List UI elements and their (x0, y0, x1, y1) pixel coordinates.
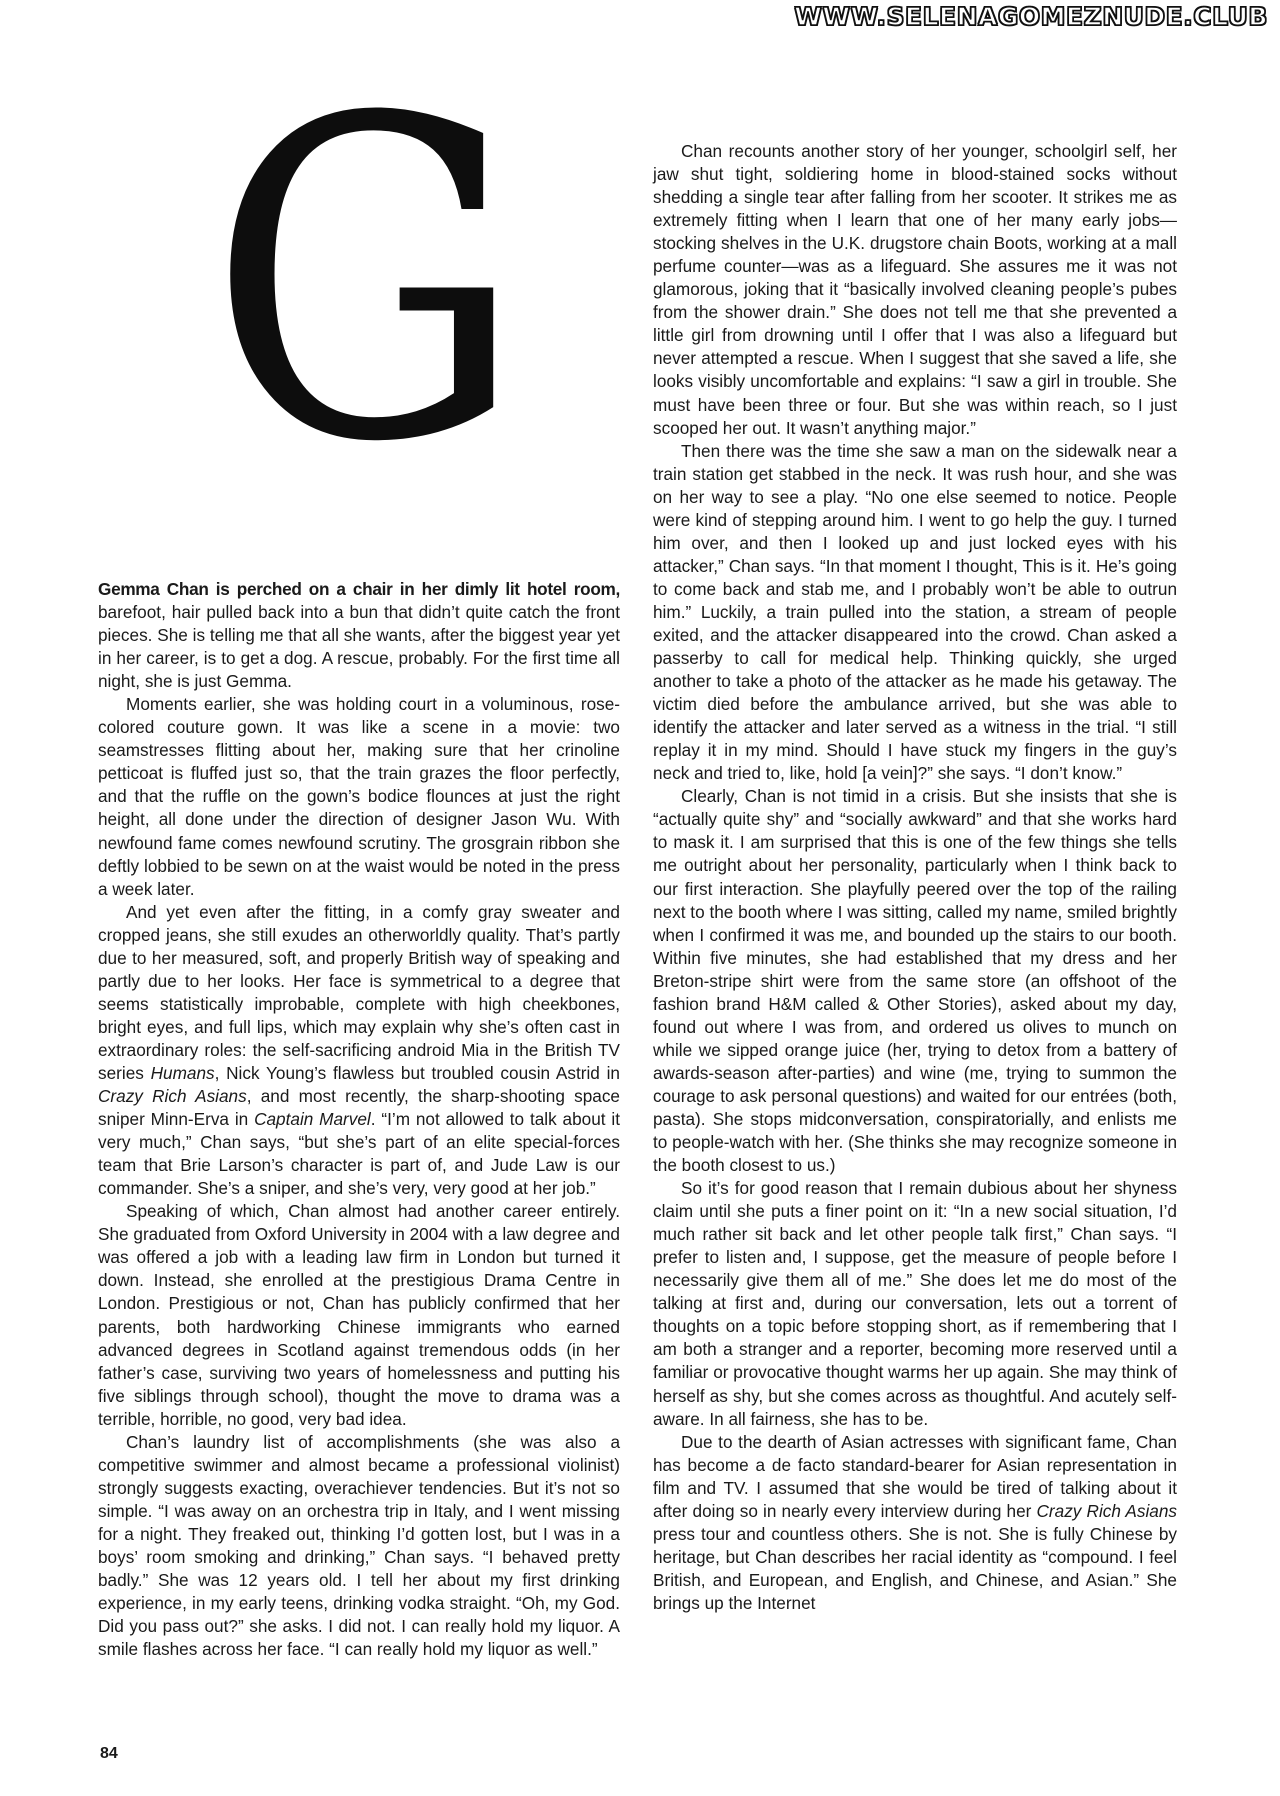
lead-in-text: Gemma Chan is perched on a chair in her dimly lit hotel room, (98, 579, 620, 599)
watermark-text: WWW.SELENAGOMEZNUDE.CLUB (794, 2, 1268, 31)
paragraph-intro (98, 578, 620, 693)
title-captain-marvel: Captain Marvel (254, 1109, 371, 1130)
title-crazy-rich-asians: Crazy Rich Asians (98, 1086, 247, 1107)
paragraph (98, 901, 620, 1201)
drop-cap-letter: G (208, 26, 525, 538)
paragraph: Moments earlier, she was holding court in a voluminous, rose-colored couture gown. It was like a scene in a movie: two seamstresses flitting about her, making sure that her crinoline petticoat is fluffed just so, that the train grazes the floor perfectly, and that the ruffle on the gown’s bodice flounces at just the right height, all done under the direction of designer Jason Wu. With newfound fame comes newfound scrutiny. The grosgrain ribbon she deftly lobbied to be sewn on at the waist would be noted in the press a week later. (98, 694, 620, 899)
paragraph-text: Due to the dearth of Asian actresses with significant fame, Chan has become a de facto standard-bearer for Asian representation in film and TV. I assumed that she would be tired of talking about it after doing so in nearly every interview during her (653, 1431, 1177, 1521)
paragraph: Chan’s laundry list of accomplishments (she was also a competitive swimmer and almost became a professional violinist) strongly suggests exacting, overachiever tendencies. But it’s not so simple. “I was away on an orchestra trip in Italy, and I went missing for a night. They freaked out, thinking I’d gotten lost, but I was in a boys’ room smoking and drinking,” Chan says. “I behaved pretty badly.” She was 12 years old. I tell her about my first drinking experience, in my early teens, drinking vodka straight. “Oh, my God. Did you pass out?” she asks. I did not. I can really hold my liquor. A smile flashes across her face. “I can really hold my liquor as well.” (98, 1431, 620, 1660)
article-column-left (98, 578, 620, 1661)
paragraph: Speaking of which, Chan almost had another career entirely. She graduated from Oxford University in 2004 with a law degree and was offered a job with a leading law firm in London but turned it down. Instead, she enrolled at the prestigious Drama Centre in London. Prestigious or not, Chan has publicly confirmed that her parents, both hardworking Chinese immigrants who earned advanced degrees in Scotland against tremendous odds (in her father’s case, surviving two years of homelessness and putting his five siblings through school), thought the move to drama was a terrible, horrible, no good, very bad idea. (98, 1201, 620, 1429)
paragraph-text: barefoot, hair pulled back into a bun that didn’t quite catch the front pieces. She is telling me that all she wants, after the biggest year yet in her career, is to get a dog. A rescue, probably. For the first time all night, she is just Gemma. (98, 602, 620, 692)
paragraph: Chan recounts another story of her younger, schoolgirl self, her jaw shut tight, soldiering home in blood-stained socks without shedding a single tear after falling from her scooter. It strikes me as extremely fitting when I learn that one of her many early jobs—stocking shelves in the U.K. drugstore chain Boots, working at a mall perfume counter—was as a lifeguard. She assures me it was not glamorous, joking that it “basically involved cleaning people’s pubes from the shower drain.” She does not tell me that she prevented a little girl from drowning until I offer that I was also a lifeguard but never attempted a rescue. When I suggest that she saved a life, she looks visibly uncomfortable and explains: “I saw a girl in trouble. She must have been three or four. But she was within reach, so I just scooped her out. It wasn’t anything major.” (653, 141, 1177, 438)
paragraph: Clearly, Chan is not timid in a crisis. But she insists that she is “actually quite shy” and “socially awkward” and that she works hard to mask it. I am surprised that this is one of the few things she tells me outright about her personality, particularly when I think back to our first interaction. She playfully peered over the top of the railing next to the booth where I was sitting, called my name, smiled brightly when I confirmed it was me, and bounded up the stairs to our booth. Within five minutes, she had established that my dress and her Breton-stripe shirt were from the same store (an offshoot of the fashion brand H&M called & Other Stories), asked about my day, found out where I was from, and ordered us olives to munch on while we sipped orange juice (her, trying to detox from a battery of awards-season after-parties) and wine (me, trying to summon the courage to ask personal questions) and waited for our entrées (both, pasta). She stops midconversation, conspiratorially, and enlists me to people-watch with her. (She thinks she may recognize someone in the booth closest to us.) (653, 786, 1177, 1176)
paragraph-text: press tour and countless others. She is not. She is fully Chinese by heritage, but Chan describes her racial identity as “compound. I feel British, and European, and English, and Chinese, and Asian.” She brings up the Internet (653, 1523, 1177, 1613)
page-number: 84 (100, 1745, 118, 1762)
title-crazy-rich-asians: Crazy Rich Asians (1036, 1500, 1178, 1521)
paragraph-text: . “I’m not allowed to talk about it very much,” Chan says, “but she’s part of an elite special-forces team that Brie Larson’s character is part of, and Jude Law is our commander. She’s a sniper, and she’s very, very good at her job.” (98, 1109, 620, 1199)
paragraph-text: And yet even after the fitting, in a comfy gray sweater and cropped jeans, she still exudes an otherworldly quality. That’s partly due to her measured, soft, and properly British way of speaking and partly due to her looks. Her face is symmetrical to a degree that seems statistically improbable, complete with high cheekbones, bright eyes, and full lips, which may explain why she’s often cast in extraordinary roles: the self-sacrificing android Mia in the British TV series (98, 901, 620, 1083)
paragraph-text: , and most recently, the sharp-shooting space sniper Minn-Erva in (98, 1086, 620, 1130)
paragraph (653, 1431, 1177, 1615)
paragraph: So it’s for good reason that I remain dubious about her shyness claim until she puts a finer point on it: “In a new social situation, I’d much rather sit back and let other people talk first,” Chan says. “I prefer to listen and, I suppose, get the measure of people before I necessarily give them all of me.” She does let me do most of the talking at first and, during our conversation, lets out a torrent of thoughts on a topic before stopping short, as if remembering that I am both a stranger and a reporter, becoming more reserved until a familiar or provocative thought warms her up again. She may think of herself as shy, but she comes across as thoughtful. And acutely self-aware. In all fairness, she has to be. (653, 1178, 1177, 1429)
article-column-right (653, 140, 1177, 1615)
paragraph: Then there was the time she saw a man on the sidewalk near a train station get stabbed in the neck. It was rush hour, and she was on her way to see a play. “No one else seemed to notice. People were kind of stepping around him. I went to go help the guy. I turned him over, and then I looked up and just locked eyes with his attacker,” Chan says. “In that moment I thought, This is it. He’s going to come back and stab me, and I probably won’t be able to outrun him.” Luckily, a train pulled into the station, a stream of people exited, and the attacker disappeared into the crowd. Chan asked a passerby to call for medical help. Thinking quickly, she urged another to take a photo of the attacker as he made his getaway. The victim died before the ambulance arrived, but she was able to identify the attacker and later served as a witness in the trial. “I still replay it in my mind. Should I have stuck my fingers in the guy’s neck and tried to, like, hold [a vein]?” she says. “I don’t know.” (653, 440, 1177, 784)
title-humans: Humans (150, 1062, 215, 1083)
paragraph-text: , Nick Young’s flawless but troubled cousin Astrid in (214, 1062, 620, 1083)
